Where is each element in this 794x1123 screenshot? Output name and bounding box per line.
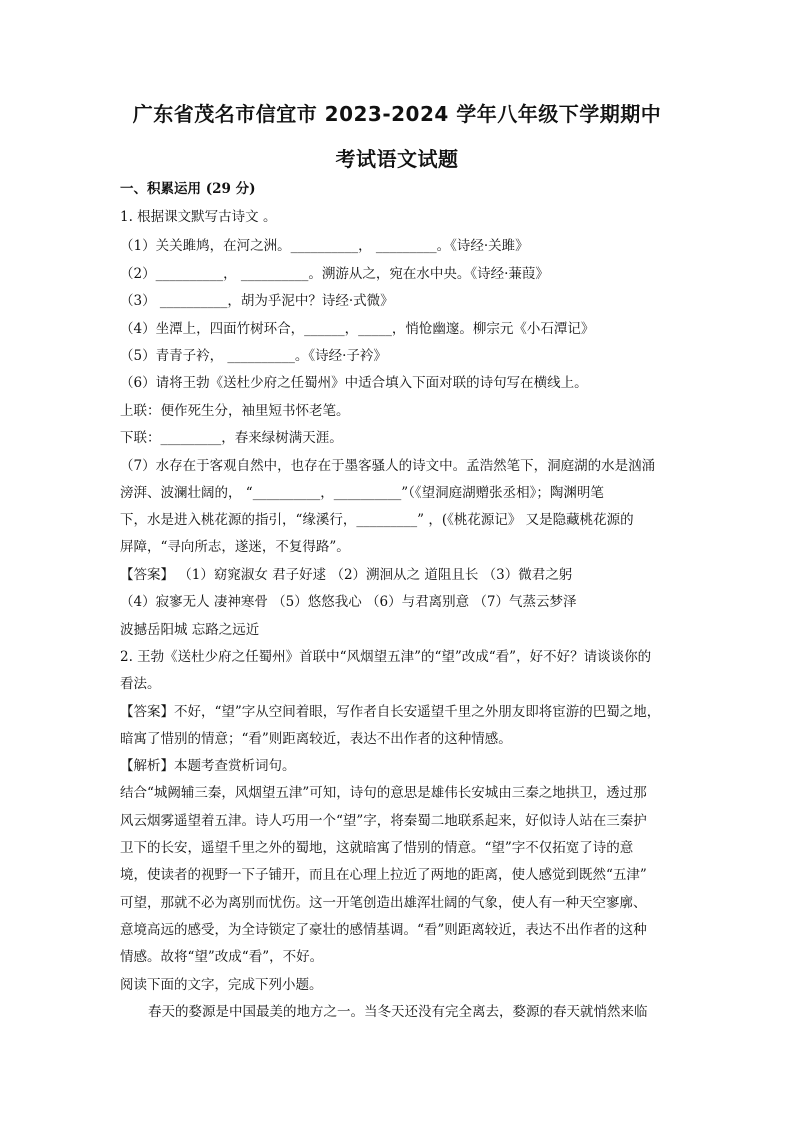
- q2-analysis-line-5: 境，使读者的视野一下子铺开，而且在心理上拉近了两地的距离，使人感觉到既然“五津”: [120, 867, 647, 883]
- q2-analysis-line-7: 意境高远的感受，为全诗锁定了豪壮的感情基调。“看”则距离较近，表达不出作者的这种: [120, 922, 647, 938]
- q1-answer-line-2: （4）寂寥无人 凄神寒骨 （5）悠悠我心 （6）与君离别意 （7）气蒸云梦泽: [120, 594, 577, 610]
- q2-analysis-line-6: 可望，那就不必为离别而忧伤。这一开笔创造出雄浑壮阔的气象，使人有一种天空寥廓、: [120, 895, 647, 911]
- q1-answer-line-3: 波撼岳阳城 忘路之远近: [120, 622, 260, 638]
- q1-item-7-line-4: 屏障，“寻向所志，遂迷，不复得路”。: [120, 539, 350, 555]
- document-title-line-2: 考试语文试题: [335, 147, 459, 171]
- q1-item-3: （3） __________，胡为乎泥中？诗经·式微》: [120, 293, 394, 309]
- q1-couplet-lower: 下联：_________，春来绿树满天涯。: [120, 430, 343, 446]
- q2-analysis-line-2: 结合“城阙辅三秦，风烟望五津”可知，诗句的意思是雄伟长安城由三秦之地拱卫，透过那: [120, 785, 647, 801]
- reading-paragraph: 春天的婺源是中国最美的地方之一。当冬天还没有完全离去，婺源的春天就悄然来临: [148, 1004, 648, 1020]
- q2-analysis-line-8: 情感。故将“望”改成“看”，不好。: [120, 949, 324, 965]
- q1-answer-line-1: 【答案】 （1）窈窕淑女 君子好逑 （2）溯洄从之 道阻且长 （3）微君之躬: [120, 567, 573, 583]
- q1-item-5: （5）青青子衿， __________。《诗经·子衿》: [120, 348, 387, 364]
- q1-item-4: （4）坐潭上，四面竹树环合，______，_____，悄怆幽邃。柳宗元《小石潭记》: [120, 321, 595, 337]
- q1-couplet-upper: 上联：便作死生分，袖里短书怀老笔。: [120, 403, 350, 419]
- q1-item-2: （2）__________， __________。溯游从之，宛在水中央。《诗经·蒹葭》: [120, 266, 549, 282]
- reading-intro: 阅读下面的文字，完成下列小题。: [120, 977, 323, 993]
- q2-analysis-line-3: 风云烟雾遥望着五津。诗人巧用一个“望”字，将秦蜀二地联系起来，好似诗人站在三秦护: [120, 813, 647, 829]
- q2-answer-line-1: 【答案】不好，“望”字从空间着眼，写作者自长安遥望千里之外朋友即将宦游的巴蜀之地，: [120, 704, 661, 720]
- question-2-stem-line-2: 看法。: [120, 676, 161, 692]
- q2-analysis-line-1: 【解析】本题考查赏析词句。: [120, 758, 296, 774]
- section-heading: 一、积累运用 (29 分): [120, 181, 256, 197]
- question-2-stem-line-1: 2. 王勃《送杜少府之任蜀州》首联中“风烟望五津”的“望”改成“看”，好不好？请谈谈你的: [120, 649, 652, 665]
- q1-item-6: （6）请将王勃《送杜少府之任蜀州》中适合填入下面对联的诗句写在横线上。: [120, 375, 588, 391]
- question-1-stem: 1. 根据课文默写古诗文 。: [120, 209, 277, 225]
- document-title-line-1: 广东省茂名市信宜市 2023-2024 学年八年级下学期期中: [132, 102, 662, 126]
- q2-answer-line-2: 暗寓了惜别的情意；“看”则距离较近，表达不出作者的这种情感。: [120, 731, 512, 747]
- q1-item-1: （1）关关雎鸠，在河之洲。__________， _________。《诗经·关雎》: [120, 238, 529, 254]
- q2-analysis-line-4: 卫下的长安，遥望千里之外的蜀地，这就暗寓了惜别的情意。“望”字不仅拓宽了诗的意: [120, 840, 634, 856]
- q1-item-7-line-1: （7）水存在于客观自然中，也存在于墨客骚人的诗文中。孟浩然笔下，洞庭湖的水是汹涌: [120, 458, 656, 474]
- q1-item-7-line-3: 下，水是进入桃花源的指引，“缘溪行，_________” ，(《桃花源记》 又是隐藏桃花源的: [120, 512, 634, 528]
- q1-item-7-line-2: 滂湃、波澜壮阔的， “__________，__________”（《望洞庭湖赠张丞相》；陶渊明笔: [120, 485, 604, 501]
